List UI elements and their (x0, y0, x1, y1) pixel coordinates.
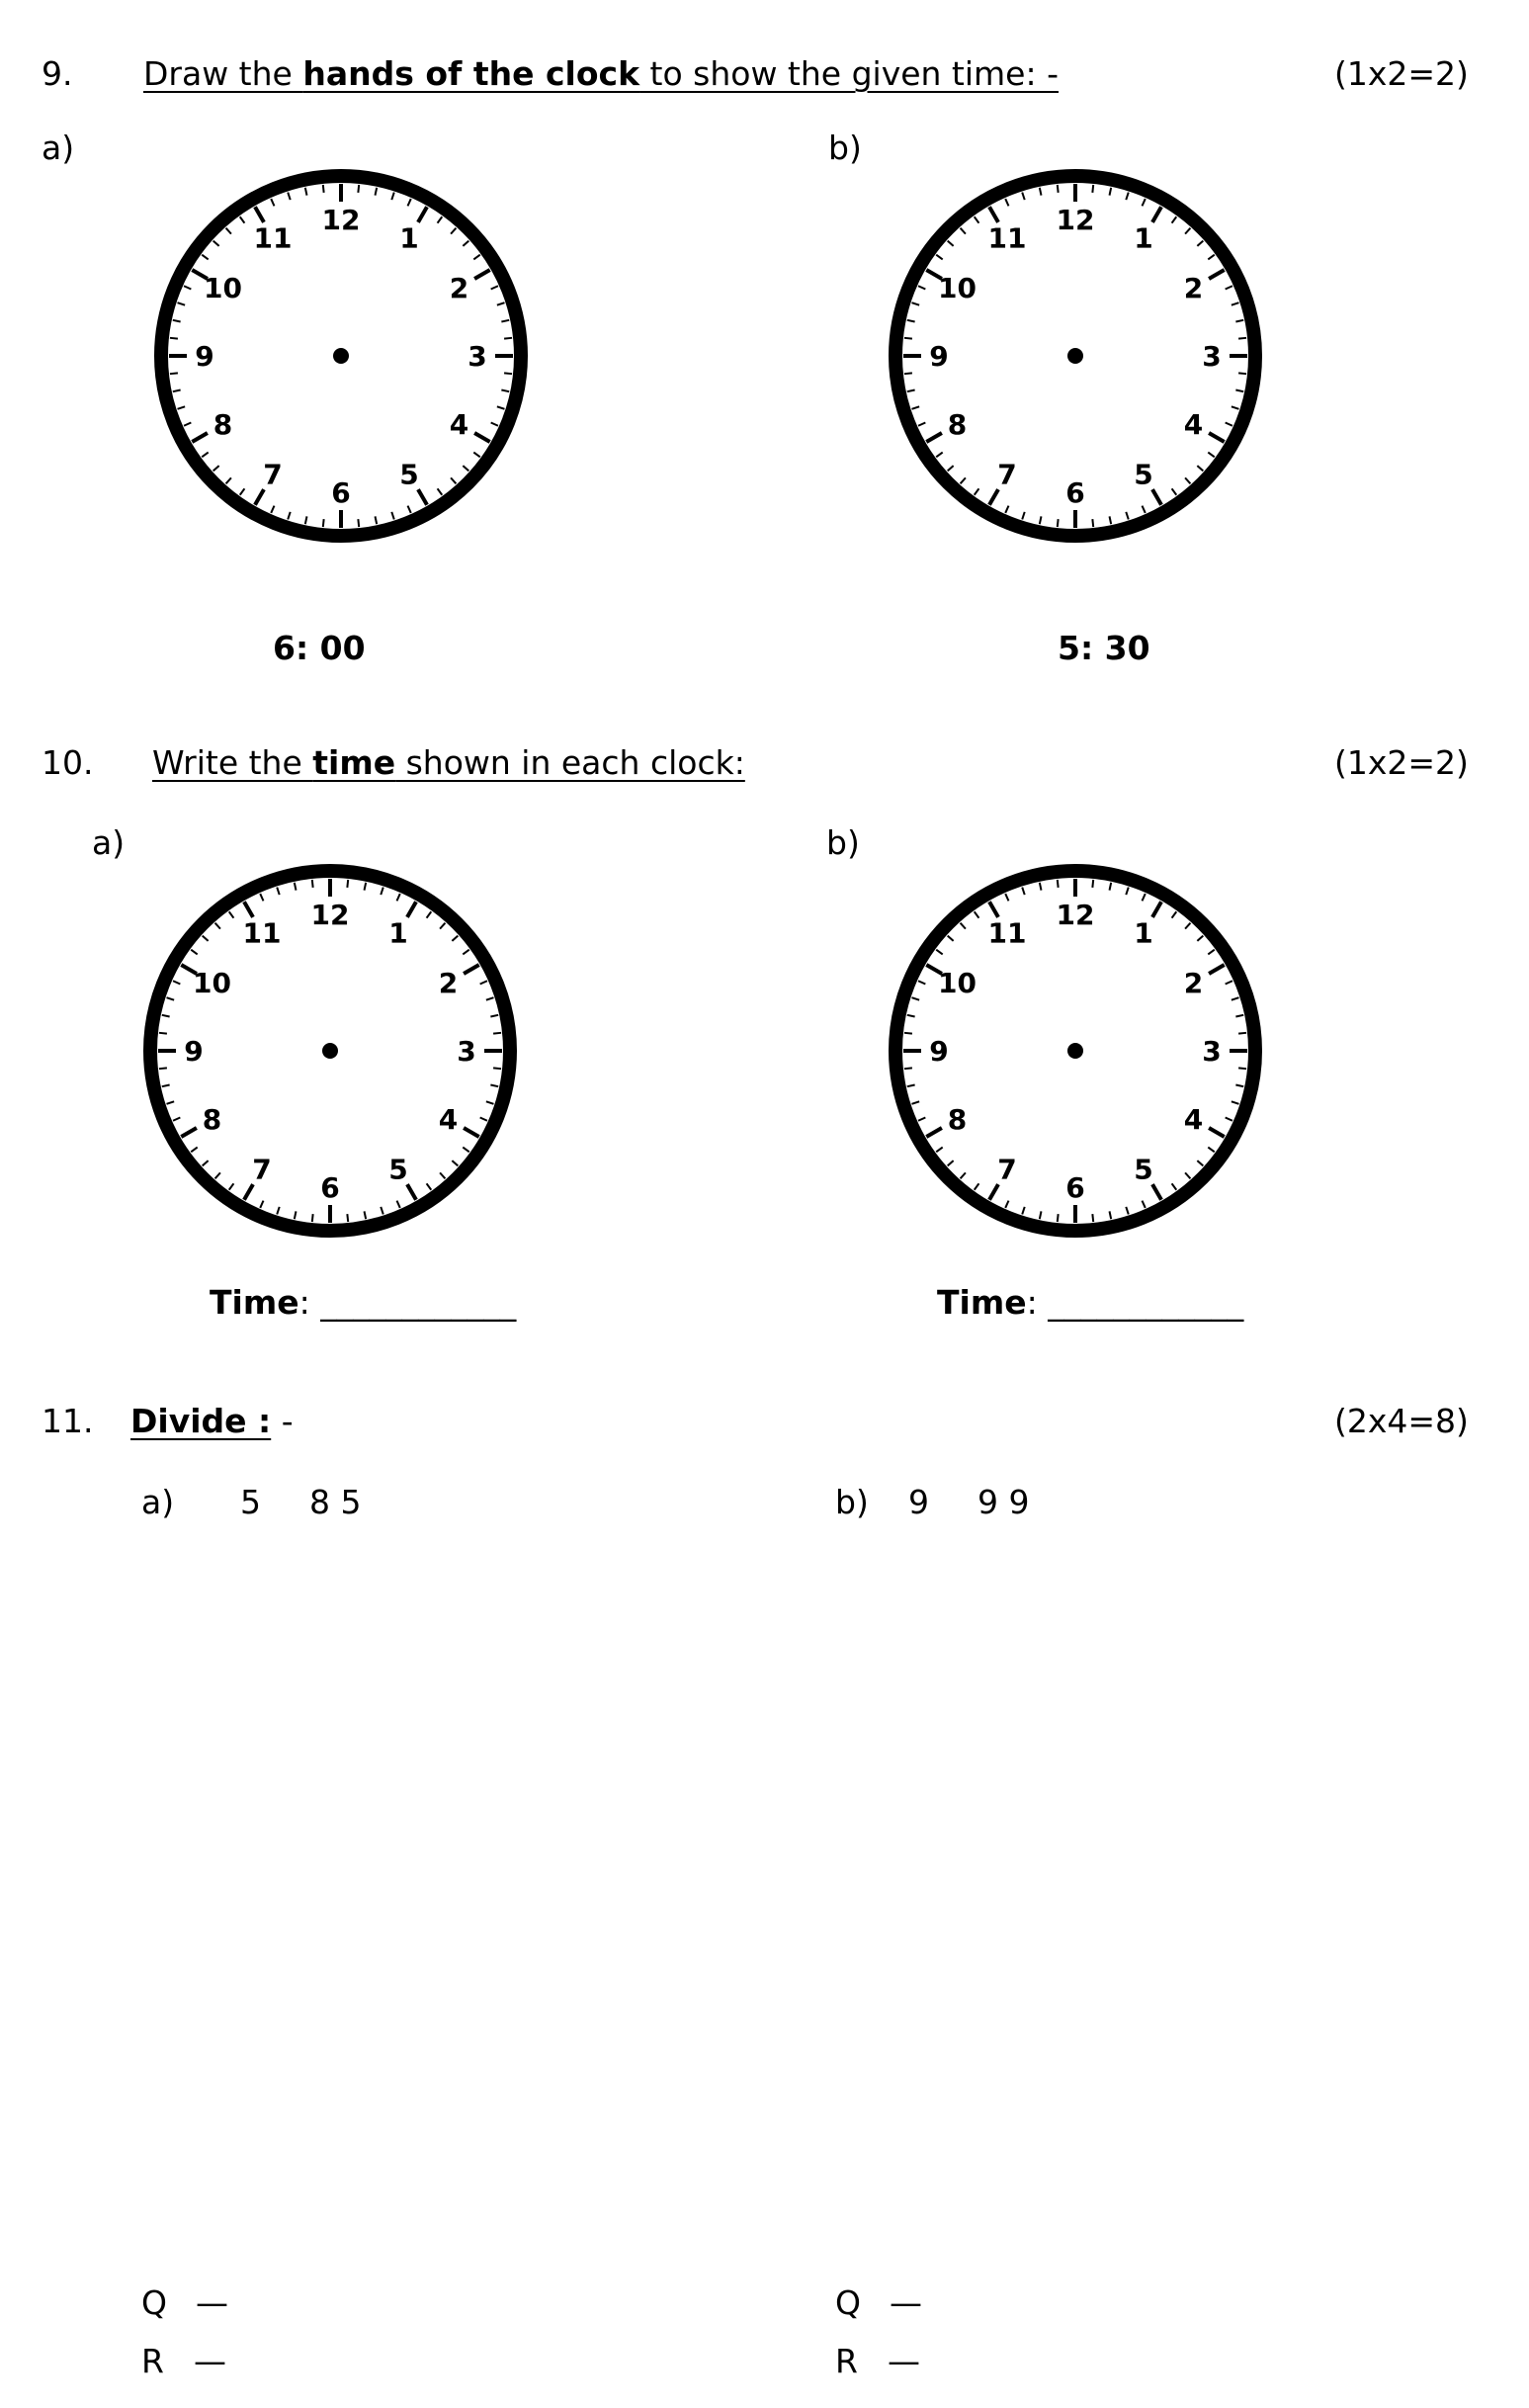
clock-face-9a[interactable] (148, 163, 534, 549)
clock-face-10a (137, 858, 523, 1244)
q10-text-pre: Write the (152, 743, 313, 782)
clock-number: 10 (938, 967, 977, 999)
clock-number: 2 (449, 272, 469, 304)
clock-number: 7 (263, 458, 283, 491)
clock-number: 11 (242, 916, 282, 950)
q9-number: 9. (42, 54, 73, 93)
q10a-answer[interactable] (210, 1283, 516, 1322)
clock-number: 10 (938, 272, 977, 304)
clock-tick (1058, 185, 1059, 193)
clock-number: 6 (331, 476, 351, 509)
clock-tick (1238, 338, 1246, 339)
clock-number: 2 (1183, 272, 1204, 304)
clock-number: 10 (204, 272, 242, 304)
q11-number: 11. (42, 1402, 94, 1440)
clock-number: 4 (1183, 408, 1204, 441)
clock-tick (323, 185, 324, 193)
q10-text-post: shown in each clock: (395, 743, 745, 782)
clock-tick (493, 1033, 501, 1034)
clock-tick (170, 373, 178, 374)
q11a-remainder-line[interactable]: — (194, 2342, 226, 2380)
clock-tick (1058, 519, 1059, 527)
clock-tick (312, 880, 313, 888)
clock-number: 8 (947, 408, 968, 441)
clock-number: 4 (1183, 1103, 1204, 1136)
clock-number: 5 (399, 458, 419, 491)
clock-tick (1092, 185, 1093, 193)
clock-tick (1092, 519, 1093, 527)
clock-number: 1 (388, 916, 408, 950)
q11b-remainder-label: R (835, 2342, 858, 2380)
clock-number: 6 (1065, 476, 1085, 509)
clock-tick (347, 880, 348, 888)
clock-center-dot (1067, 1043, 1083, 1059)
q10-number: 10. (42, 743, 94, 782)
q11b-remainder-line[interactable]: — (888, 2342, 920, 2380)
clock-number: 3 (1202, 1035, 1222, 1068)
q9-text-pre: Draw the (143, 54, 303, 93)
clock-number: 7 (997, 458, 1017, 491)
clock-tick (1092, 1214, 1093, 1222)
clock-number: 9 (929, 340, 949, 373)
clock-number: 6 (1065, 1171, 1085, 1204)
clock-number: 11 (987, 221, 1027, 255)
clock-number: 1 (1134, 221, 1153, 255)
clock-tick (312, 1214, 313, 1222)
clock-number: 8 (947, 1103, 968, 1136)
q11-title-suffix: - (271, 1402, 294, 1440)
q11-marks: (2x4=8) (1334, 1402, 1469, 1440)
clock-number: 3 (467, 340, 487, 373)
clock-number: 1 (399, 221, 419, 255)
clock-number: 8 (212, 408, 233, 441)
q11a-remainder-label: R (141, 2342, 164, 2380)
q10-text-bold: time (312, 743, 396, 782)
clock-number: 5 (1134, 458, 1153, 491)
q11a-quotient-line[interactable]: — (196, 2283, 228, 2322)
clock-number: 7 (252, 1153, 272, 1186)
q11a-divisor: 5 (240, 1483, 261, 1521)
clock-tick (504, 373, 512, 374)
q9-instruction (143, 54, 1059, 93)
clock-number: 5 (1134, 1153, 1153, 1186)
q11b-quotient-label: Q (835, 2283, 861, 2322)
clock-tick (1092, 880, 1093, 888)
clock-tick (1058, 1214, 1059, 1222)
q11-title (130, 1402, 294, 1440)
clock-tick (347, 1214, 348, 1222)
clock-number: 12 (1056, 899, 1095, 931)
clock-center-dot (322, 1043, 338, 1059)
q11b-label: b) (835, 1483, 869, 1521)
clock-number: 9 (195, 340, 214, 373)
clock-tick (323, 519, 324, 527)
clock-tick (358, 519, 359, 527)
q9a-label: a) (42, 129, 75, 167)
q9b-label: b) (828, 129, 862, 167)
q9b-time: 5: 30 (1058, 629, 1150, 667)
clock-number: 3 (1202, 340, 1222, 373)
q11-title-bold: Divide : (130, 1402, 272, 1440)
clock-tick (358, 185, 359, 193)
clock-tick (504, 338, 512, 339)
clock-tick (1238, 1033, 1246, 1034)
clock-tick (493, 1068, 501, 1069)
clock-tick (159, 1068, 167, 1069)
clock-tick (904, 1068, 912, 1069)
q10b-time-label: Time (937, 1283, 1027, 1322)
clock-tick (904, 373, 912, 374)
clock-number: 8 (202, 1103, 222, 1136)
clock-number: 9 (184, 1035, 204, 1068)
clock-number: 12 (310, 899, 350, 931)
clock-number: 3 (457, 1035, 476, 1068)
q10a-time-label: Time (210, 1283, 299, 1322)
clock-tick (1058, 880, 1059, 888)
clock-tick (904, 338, 912, 339)
clock-number: 10 (193, 967, 231, 999)
q11b-dividend: 9 9 (977, 1483, 1030, 1521)
q10a-blank: : ____________ (298, 1283, 517, 1322)
clock-face-10b (883, 858, 1268, 1244)
q10b-blank: : ____________ (1026, 1283, 1244, 1322)
q11a-dividend: 8 5 (309, 1483, 362, 1521)
clock-number: 12 (321, 204, 361, 236)
clock-number: 6 (320, 1171, 340, 1204)
q11b-quotient-line[interactable]: — (890, 2283, 922, 2322)
clock-number: 11 (987, 916, 1027, 950)
q9-text-post: to show the given time: - (639, 54, 1060, 93)
clock-face-9b[interactable] (883, 163, 1268, 549)
q10b-label: b) (826, 823, 860, 862)
q9a-time: 6: 00 (273, 629, 366, 667)
clock-tick (159, 1033, 167, 1034)
clock-number: 11 (253, 221, 293, 255)
clock-number: 4 (438, 1103, 459, 1136)
clock-number: 2 (438, 967, 459, 999)
q9-marks: (1x2=2) (1334, 54, 1469, 93)
clock-center-dot (1067, 348, 1083, 364)
q11a-quotient-label: Q (141, 2283, 167, 2322)
clock-center-dot (333, 348, 349, 364)
q10-instruction (152, 743, 745, 782)
q9-text-bold: hands of the clock (302, 54, 640, 93)
clock-number: 4 (449, 408, 469, 441)
clock-tick (1238, 373, 1246, 374)
q10-marks: (1x2=2) (1334, 743, 1469, 782)
q11a-label: a) (141, 1483, 175, 1521)
clock-tick (1238, 1068, 1246, 1069)
clock-number: 2 (1183, 967, 1204, 999)
q10a-label: a) (92, 823, 126, 862)
clock-tick (904, 1033, 912, 1034)
clock-tick (170, 338, 178, 339)
clock-number: 7 (997, 1153, 1017, 1186)
q11b-divisor: 9 (908, 1483, 929, 1521)
clock-number: 1 (1134, 916, 1153, 950)
clock-number: 9 (929, 1035, 949, 1068)
clock-number: 12 (1056, 204, 1095, 236)
q10b-answer[interactable] (937, 1283, 1243, 1322)
clock-number: 5 (388, 1153, 408, 1186)
